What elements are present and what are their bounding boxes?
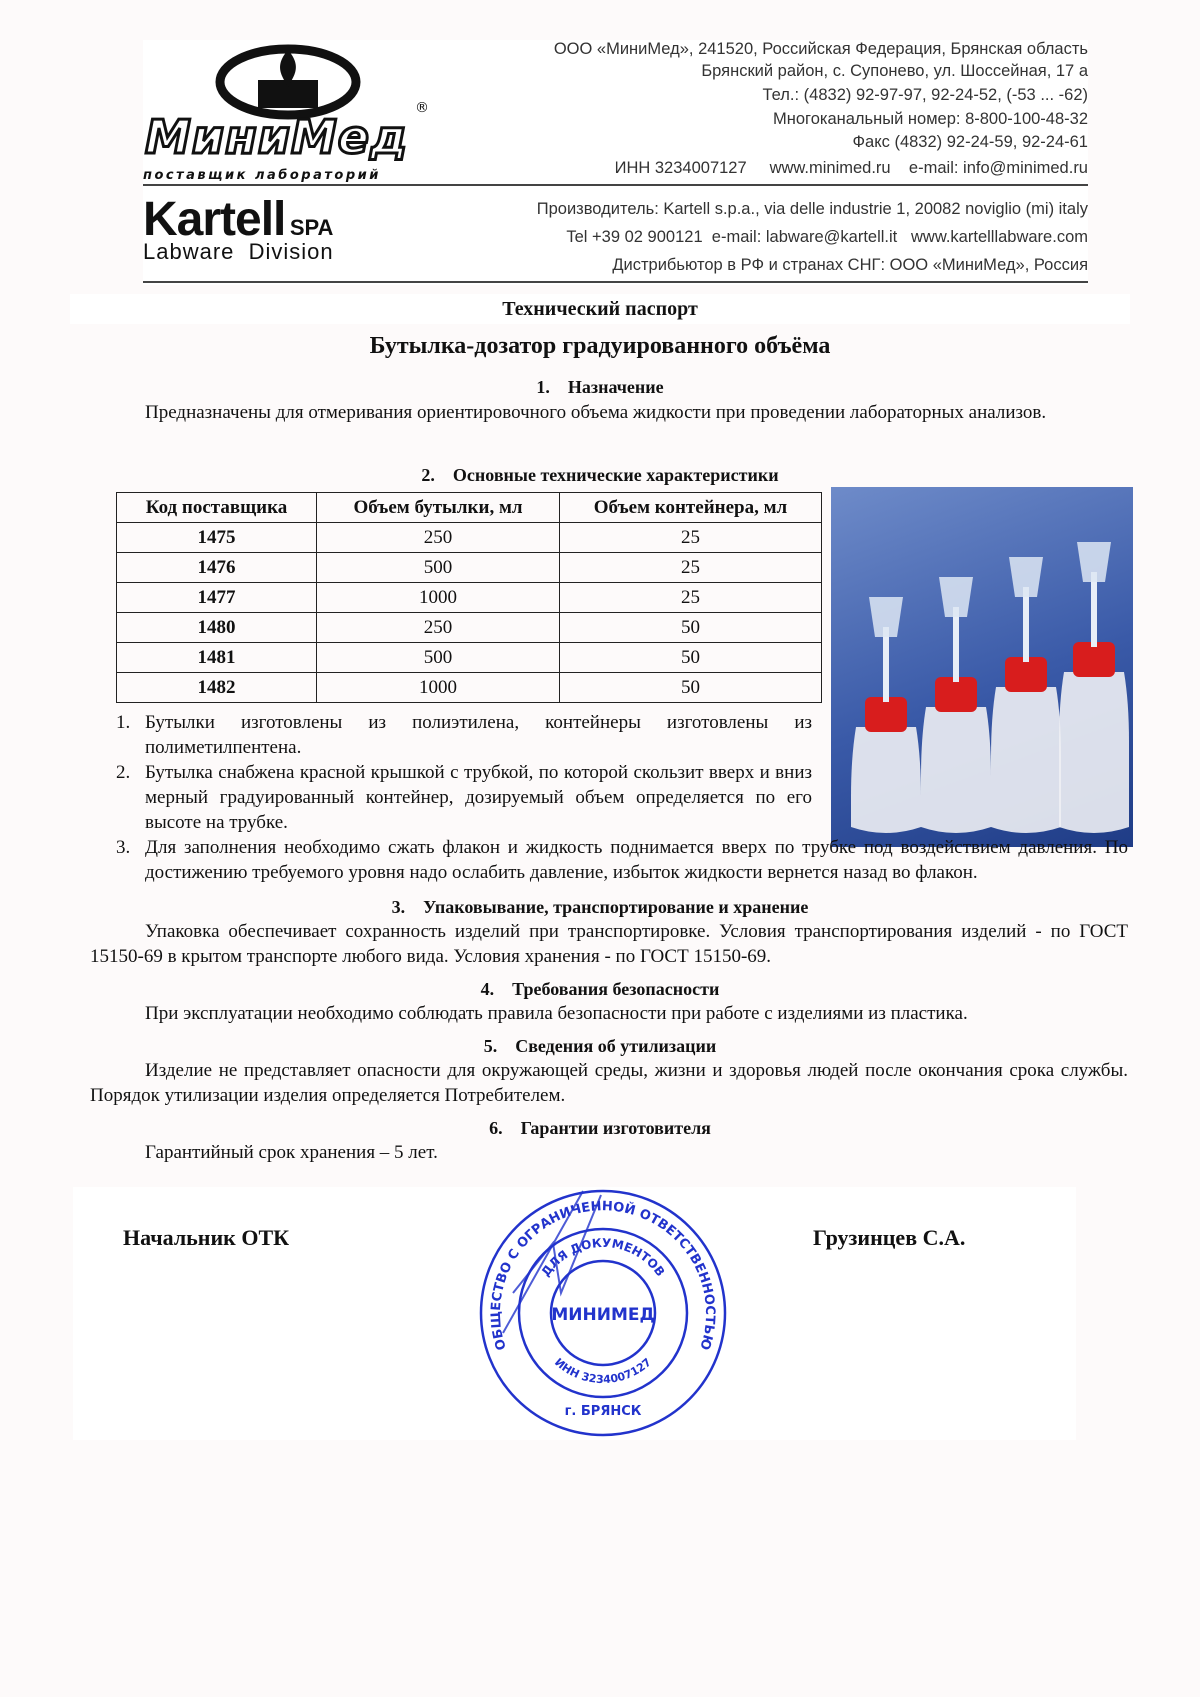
specs-table (116, 492, 822, 703)
stamp-city: г. БРЯНСК (564, 1404, 642, 1419)
inn-web-email-line: ИНН 3234007127 www.minimed.ru e-mail: info@minimed.ru (614, 159, 1088, 177)
minimed-tagline: поставщик лабораторий (143, 168, 381, 183)
table-row (117, 643, 822, 673)
container-volume-cell: 25 (560, 553, 822, 583)
section-text: Упаковка обеспечивает сохранность изделий при транспортировке. Условия транспортирования изделий - по ГОСТ 15150-69 в крытом транспорте любого вида. Условия хранения - по ГОСТ 15150-69. (90, 921, 1128, 967)
signature-block (73, 1187, 1076, 1440)
signer-position: Начальник ОТК (123, 1225, 290, 1250)
address-line: Брянский район, с. Супонево, ул. Шоссейная, 17 а (701, 62, 1088, 80)
kartell-logo: Kartell SPA Labware Division (143, 193, 334, 264)
minimed-logo (143, 42, 433, 192)
document-body (0, 710, 1200, 1440)
container-volume-cell: 50 (560, 673, 822, 703)
kartell-contact-line: Tel +39 02 900121 e-mail: labware@kartell.it www.kartelllabware.com (566, 228, 1088, 246)
stamp-inner-text: ДЛЯ ДОКУМЕНТОВ (538, 1235, 668, 1280)
note-item (116, 710, 812, 760)
section-heading: 3. Упаковывание, транспортирование и хранение (391, 897, 809, 917)
supplier-code-cell: 1477 (117, 583, 317, 613)
section-text: При эксплуатации необходимо соблюдать правила безопасности при работе с изделиями из пластика. (145, 1003, 968, 1024)
note-text: Бутылка снабжена красной крышкой с трубкой, по которой скользит вверх и вниз мерный градуированный контейнер, дозируемый объем определяется по его высоте на трубке. (145, 762, 812, 833)
section-heading: 1. Назначение (536, 377, 664, 397)
supplier-code-cell: 1481 (117, 643, 317, 673)
table-row (117, 523, 822, 553)
column-header: Код поставщика (117, 493, 317, 523)
stamp-outer-text: ОБЩЕСТВО С ОГРАНИЧЕННОЙ ОТВЕТСТВЕННОСТЬЮ (488, 1199, 718, 1352)
supplier-code-cell: 1475 (117, 523, 317, 553)
table-row (117, 613, 822, 643)
manufacturer-line: Производитель: Kartell s.p.a., via delle industrie 1, 20082 noviglio (mi) italy (536, 200, 1088, 218)
supplier-code-cell: 1476 (117, 553, 317, 583)
company-stamp (473, 1183, 733, 1443)
table-row (117, 583, 822, 613)
note-text: Для заполнения необходимо сжать флакон и жидкость поднимается вверх по трубке под воздействием давления. По достижению требуемого уровня надо ослабить давление, избыток жидкости вернется назад во флакон. (145, 837, 1128, 883)
note-item (116, 760, 812, 835)
phone-line: Тел.: (4832) 92-97-97, 92-24-52, (-53 ... -62) (762, 86, 1088, 104)
note-number: 1. (116, 712, 131, 733)
document-type-title: Технический паспорт (70, 294, 1130, 324)
stamp-inn-text: ИНН 3234007127 (552, 1355, 654, 1387)
section-heading: 4. Требования безопасности (480, 979, 720, 999)
container-volume-cell: 50 (560, 613, 822, 643)
table-row (117, 673, 822, 703)
container-volume-cell: 50 (560, 643, 822, 673)
multichannel-line: Многоканальный номер: 8-800-100-48-32 (773, 110, 1088, 128)
bottle-volume-cell: 500 (317, 553, 560, 583)
minimed-wordmark: МиниМед (145, 110, 409, 164)
supplier-code-cell: 1480 (117, 613, 317, 643)
bottle-volume-cell: 1000 (317, 673, 560, 703)
product-title: Бутылка-дозатор градуированного объёма (369, 333, 831, 359)
column-header: Объем бутылки, мл (317, 493, 560, 523)
divider (143, 184, 1088, 186)
bottle-volume-cell: 1000 (317, 583, 560, 613)
bottle-volume-cell: 250 (317, 613, 560, 643)
container-volume-cell: 25 (560, 523, 822, 553)
section-heading: 5. Сведения об утилизации (483, 1036, 717, 1056)
divider (143, 281, 1088, 283)
notes-list (116, 710, 1128, 885)
note-text: Бутылки изготовлены из полиэтилена, контейнеры изготовлены из полиметилпентена. (145, 712, 812, 758)
signer-name: Грузинцев С.А. (813, 1225, 966, 1250)
address-line: ООО «МиниМед», 241520, Российская Федерация, Брянская область (553, 40, 1088, 58)
container-volume-cell: 25 (560, 583, 822, 613)
section-heading: 6. Гарантии изготовителя (489, 1118, 711, 1138)
table-row (117, 553, 822, 583)
column-header: Объем контейнера, мл (560, 493, 822, 523)
distributor-line: Дистрибьютор в РФ и странах СНГ: ООО «МиниМед», Россия (612, 256, 1088, 274)
letterhead (143, 40, 1088, 285)
section-text: Изделие не представляет опасности для окружающей среды, жизни и здоровья людей после окончания срока службы. Порядок утилизации изделия определяется Потребителем. (90, 1060, 1128, 1106)
note-number: 2. (116, 762, 131, 783)
note-number: 3. (116, 837, 131, 858)
section-text: Гарантийный срок хранения – 5 лет. (145, 1142, 438, 1163)
stamp-center: МИНИМЕД (551, 1305, 655, 1325)
fax-line: Факс (4832) 92-24-59, 92-24-61 (852, 133, 1088, 151)
supplier-code-cell: 1482 (117, 673, 317, 703)
note-item (116, 835, 1128, 885)
table-header-row (117, 493, 822, 523)
registered-mark: ® (415, 100, 429, 116)
section-heading: 2. Основные технические характеристики (421, 465, 779, 485)
bottle-volume-cell: 500 (317, 643, 560, 673)
section-text: Предназначены для отмеривания ориентировочного объема жидкости при проведении лабораторных анализов. (145, 402, 1047, 423)
bottle-volume-cell: 250 (317, 523, 560, 553)
